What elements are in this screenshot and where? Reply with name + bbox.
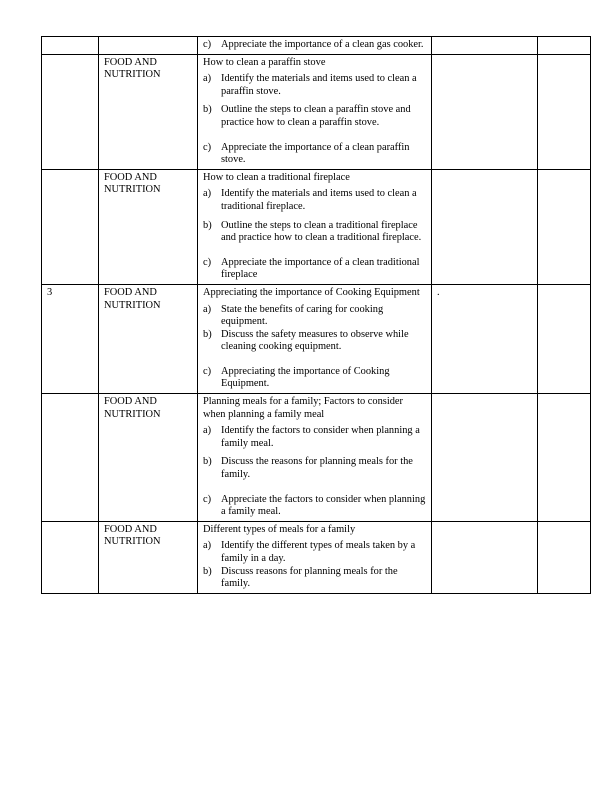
list-marker: a) xyxy=(203,303,212,315)
list-item xyxy=(203,188,426,213)
objectives-list xyxy=(203,304,426,392)
week-cell xyxy=(42,169,99,284)
subject-label: FOOD AND NUTRITION xyxy=(104,396,161,420)
notes-cell xyxy=(432,169,538,284)
remarks-cell xyxy=(538,394,591,522)
list-item xyxy=(203,220,426,245)
subject-label: FOOD AND NUTRITION xyxy=(104,523,161,548)
table-row xyxy=(42,284,591,393)
objective-text: Discuss the safety measures to observe while cleaning cooking equipment. xyxy=(221,328,409,353)
objectives-list xyxy=(203,188,426,282)
list-marker: b) xyxy=(203,104,212,116)
objective-text: Identify the materials and items used to clean a paraffin stove. xyxy=(221,73,417,97)
objective-text: State the benefits of caring for cooking equipment. xyxy=(221,303,384,328)
list-marker: c) xyxy=(203,493,212,505)
subject-label: FOOD AND NUTRITION xyxy=(104,56,161,81)
list-item xyxy=(203,425,426,450)
list-marker: a) xyxy=(203,425,212,437)
objective-text: Appreciate the importance of a clean paraffin stove. xyxy=(221,141,410,166)
list-marker: c) xyxy=(203,256,212,268)
table-row xyxy=(42,54,591,169)
notes-cell: . xyxy=(432,284,538,393)
table-row xyxy=(42,169,591,284)
objective-text: Identify the factors to consider when planning a family meal. xyxy=(221,425,420,449)
remarks-cell xyxy=(538,169,591,284)
list-item xyxy=(203,39,426,52)
week-cell xyxy=(42,394,99,522)
objectives-list xyxy=(203,39,426,52)
objective-text: Outline the steps to clean a paraffin stove and practice how to clean a paraffin stove. xyxy=(221,104,411,128)
objectives-list xyxy=(203,540,426,590)
objective-text: Appreciate the importance of a clean gas cooker. xyxy=(221,39,424,50)
notes-cell xyxy=(432,54,538,169)
list-item xyxy=(203,366,426,391)
notes-cell xyxy=(432,521,538,593)
list-marker: b) xyxy=(203,456,212,468)
table-row xyxy=(42,394,591,522)
list-marker: c) xyxy=(203,365,212,377)
subject-label: FOOD AND NUTRITION xyxy=(104,171,161,196)
week-cell xyxy=(42,37,99,55)
list-item xyxy=(203,329,426,354)
subject-cell xyxy=(99,54,198,169)
week-cell xyxy=(42,521,99,593)
list-marker: a) xyxy=(203,73,212,85)
subject-label: FOOD AND NUTRITION xyxy=(104,286,161,311)
topic-heading: How to clean a traditional fireplace xyxy=(203,171,350,183)
list-item xyxy=(203,540,426,565)
subject-cell xyxy=(99,394,198,522)
subject-cell xyxy=(99,284,198,393)
subject-cell xyxy=(99,521,198,593)
list-marker: b) xyxy=(203,565,212,577)
objective-text: Appreciating the importance of Cooking Equipment. xyxy=(221,365,390,390)
objective-text: Outline the steps to clean a traditional fireplace and practice how to clean a traditional fireplace. xyxy=(221,219,422,244)
remarks-cell xyxy=(538,54,591,169)
objective-text: Appreciate the importance of a clean traditional fireplace xyxy=(221,256,420,281)
table-row xyxy=(42,521,591,593)
content-cell xyxy=(198,394,432,522)
content-cell xyxy=(198,284,432,393)
objective-text: Identify the different types of meals taken by a family in a day. xyxy=(221,540,416,564)
subject-cell xyxy=(99,37,198,55)
topic-heading: How to clean a paraffin stove xyxy=(203,56,326,68)
notes-cell xyxy=(432,394,538,522)
objective-text: Discuss the reasons for planning meals for the family. xyxy=(221,456,413,481)
scheme-of-work-table xyxy=(41,36,591,594)
topic-heading: Different types of meals for a family xyxy=(203,523,356,535)
notes-cell xyxy=(432,37,538,55)
objectives-list xyxy=(203,73,426,167)
list-marker: b) xyxy=(203,328,212,340)
list-item xyxy=(203,456,426,481)
list-marker: c) xyxy=(203,141,212,153)
content-cell xyxy=(198,54,432,169)
list-item xyxy=(203,566,426,591)
list-marker: c) xyxy=(203,39,212,50)
week-cell xyxy=(42,54,99,169)
table-row xyxy=(42,37,591,55)
objective-text: Discuss reasons for planning meals for the family. xyxy=(221,565,398,590)
remarks-cell xyxy=(538,521,591,593)
subject-cell xyxy=(99,169,198,284)
objective-text: Identify the materials and items used to clean a traditional fireplace. xyxy=(221,188,417,212)
list-item xyxy=(203,494,426,519)
list-marker: a) xyxy=(203,540,212,552)
remarks-cell xyxy=(538,284,591,393)
remarks-cell xyxy=(538,37,591,55)
list-item xyxy=(203,104,426,129)
content-cell xyxy=(198,169,432,284)
content-cell xyxy=(198,37,432,55)
list-item xyxy=(203,142,426,167)
week-cell: 3 xyxy=(42,284,99,393)
topic-heading: Appreciating the importance of Cooking Equipment xyxy=(203,286,420,298)
objective-text: Appreciate the factors to consider when planning a family meal. xyxy=(221,493,426,518)
topic-heading: Planning meals for a family; Factors to consider when planning a family meal xyxy=(203,396,403,420)
list-marker: a) xyxy=(203,188,212,200)
content-cell xyxy=(198,521,432,593)
list-marker: b) xyxy=(203,219,212,231)
list-item xyxy=(203,257,426,282)
list-item xyxy=(203,73,426,98)
objectives-list xyxy=(203,425,426,519)
list-item xyxy=(203,304,426,329)
